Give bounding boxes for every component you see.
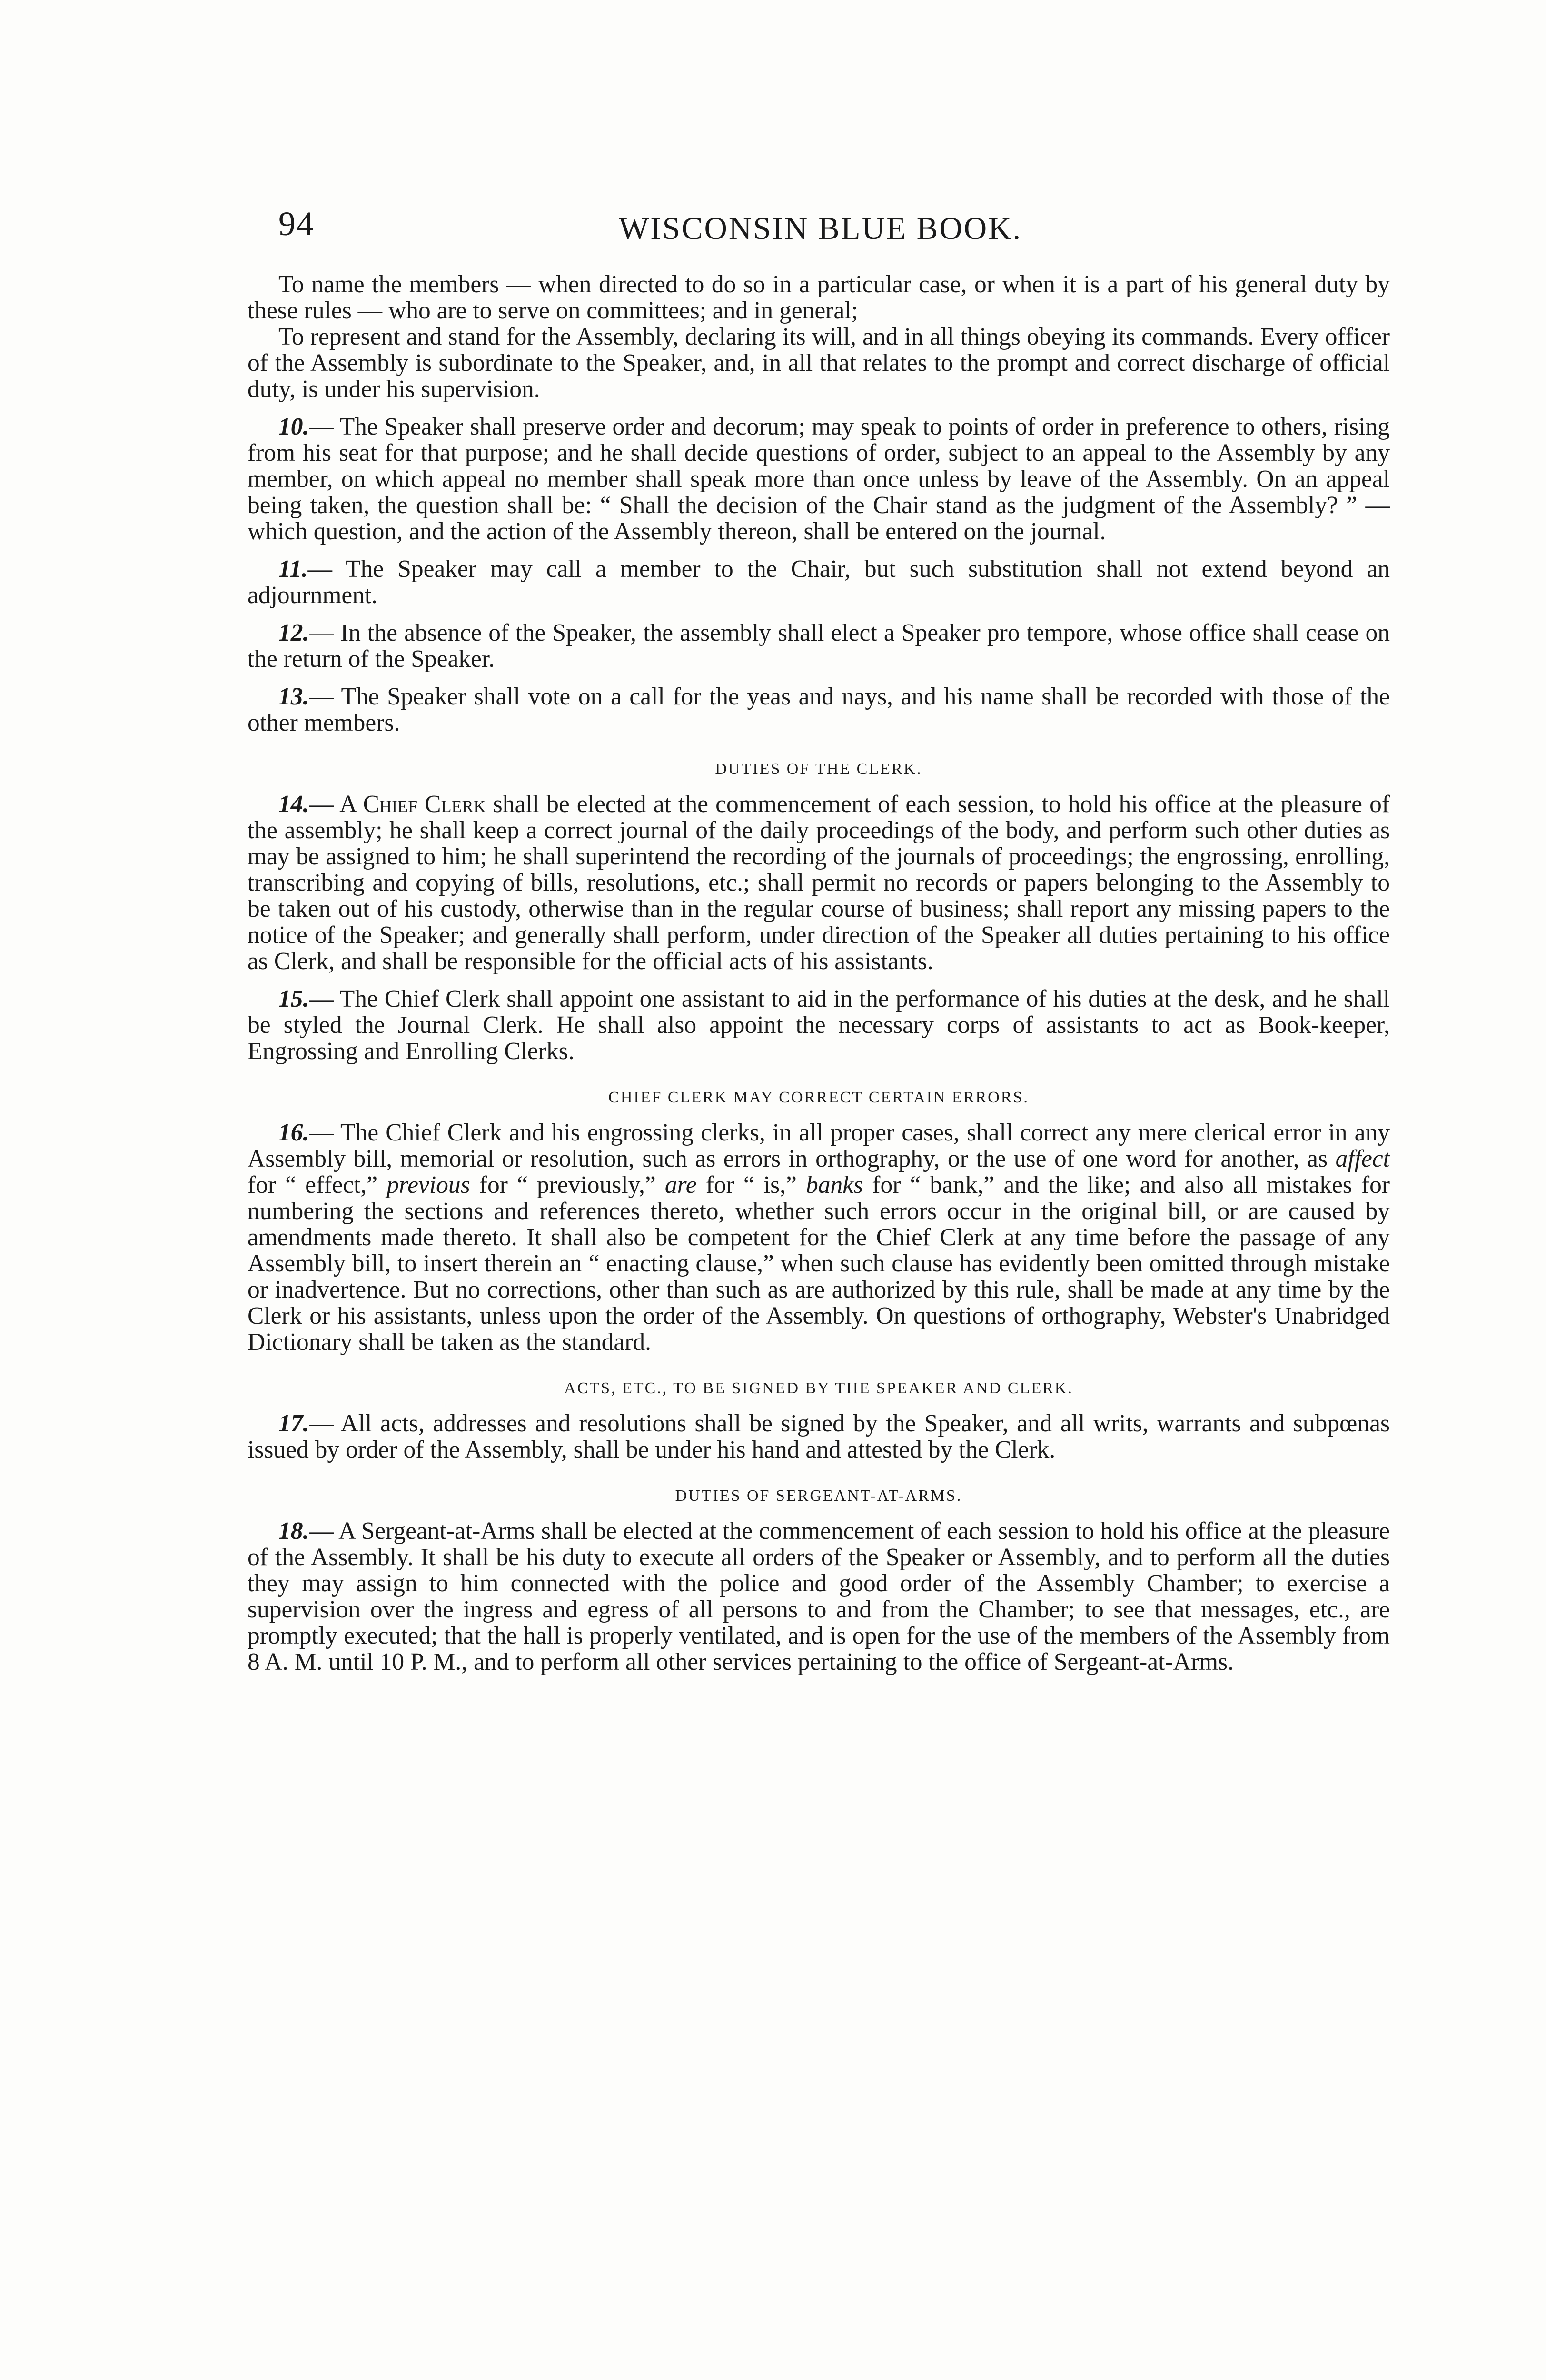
section-heading-clerk: DUTIES OF THE CLERK.: [715, 760, 922, 778]
rule-18-number: 18.: [278, 1517, 309, 1545]
rule-13-paragraph: [248, 684, 1390, 736]
rule-13-text: — The Speaker shall vote on a call for the yeas and nays, and his name shall be recorded with those of the other members.: [248, 683, 1390, 736]
section-heading-acts: ACTS, ETC., TO BE SIGNED BY THE SPEAKER AND CLERK.: [564, 1379, 1073, 1397]
rule-10-paragraph: [248, 414, 1390, 545]
rule-14-lead: — A: [309, 791, 363, 818]
rule-16-part-5: for “ bank,” and the like; and also all mistakes for numbering the sections and references thereto, whether such errors occur in the original bill, or are caused by amendments made thereto. It shall also be competent for the Chief Clerk at any time before the passage of any Assembly bill, to insert therein an “ enacting clause,” when such clause has evidently been omitted through mistake or inadvertence. But no corrections, other than such as are authorized by this rule, shall be made at any time by the Clerk or his assistants, unless upon the order of the Assembly. On questions of orthography, Webster's Unabridged Dictionary shall be taken as the standard.: [248, 1171, 1390, 1356]
rule-14-number: 14.: [278, 791, 309, 818]
rule-15-paragraph: [248, 986, 1390, 1064]
rule-17-number: 17.: [278, 1410, 309, 1437]
rule-16-part-4: for “ is,”: [696, 1171, 806, 1199]
rule-13-number: 13.: [278, 683, 309, 710]
rule-16-banks: banks: [806, 1171, 863, 1199]
section-heading-errors: CHIEF CLERK MAY CORRECT CERTAIN ERRORS.: [608, 1089, 1029, 1106]
rule-16-part-3: for “ previously,”: [470, 1171, 665, 1199]
rule-11-paragraph: [248, 556, 1390, 608]
rule-11-text: — The Speaker may call a member to the Chair, but such substitution shall not extend beyond an adjournment.: [248, 555, 1390, 609]
rule-12-text: — In the absence of the Speaker, the assembly shall elect a Speaker pro tempore, whose office shall cease on the return of the Speaker.: [248, 619, 1390, 673]
intro-paragraph-1: To name the members — when directed to do so in a particular case, or when it is a part of his general duty by these rules — who are to serve on committees; and in general;: [248, 271, 1390, 324]
rule-10-text: — The Speaker shall preserve order and decorum; may speak to points of order in preference to others, rising from his seat for that purpose; and he shall decide questions of order, subject to an appeal to the Assembly by any member, on which appeal no member shall speak more than once unless by leave of the Assembly. On an appeal being taken, the question shall be: “ Shall the decision of the Chair stand as the judgment of the Assembly? ” — which question, and the action of the Assembly thereon, shall be entered on the journal.: [248, 413, 1390, 545]
rule-16-number: 16.: [278, 1119, 309, 1146]
page-header: [278, 200, 1064, 252]
rule-11-number: 11.: [278, 555, 308, 583]
rule-16-part-1: — The Chief Clerk and his engrossing clerks, in all proper cases, shall correct any mere clerical error in any Assembly bill, memorial or resolution, such as errors in orthography, or the use of one word for another, as: [248, 1119, 1390, 1172]
rule-12-paragraph: [248, 620, 1390, 672]
intro-paragraph-2: To represent and stand for the Assembly, declaring its will, and in all things obeying its commands. Every officer of the Assembly is subordinate to the Speaker, and, in all that relates to the prompt and correct discharge of official duty, is under his supervision.: [248, 323, 1390, 403]
rule-16-previous: previous: [386, 1171, 470, 1199]
rule-16-are: are: [664, 1171, 697, 1199]
rule-14-text: shall be elected at the commencement of each session, to hold his office at the pleasure of the assembly; he shall keep a correct journal of the daily proceedings of the body, and perform such other duties as may be assigned to him; he shall superintend the recording of the journals of proceedings; the engrossing, enrolling, transcribing and copying of bills, resolutions, etc.; shall permit no records or papers belonging to the Assembly to be taken out of his custody, otherwise than in the regular course of business; shall report any missing papers to the notice of the Speaker; and generally shall perform, under direction of the Speaker all duties pertaining to his office as Clerk, and shall be responsible for the official acts of his assistants.: [248, 791, 1390, 975]
rule-12-number: 12.: [278, 619, 309, 646]
rule-15-text: — The Chief Clerk shall appoint one assistant to aid in the performance of his duties at the desk, and he shall be styled the Journal Clerk. He shall also appoint the necessary corps of assistants to act as Book-keeper, Engrossing and Enrolling Clerks.: [248, 985, 1390, 1065]
rule-10-number: 10.: [278, 413, 309, 440]
running-title: WISCONSIN BLUE BOOK.: [619, 211, 1022, 246]
rule-17-text: — All acts, addresses and resolutions shall be signed by the Speaker, and all writs, warrants and subpœnas issued by order of the Assembly, shall be under his hand and attested by the Clerk.: [248, 1410, 1390, 1463]
rule-14-paragraph: [248, 791, 1390, 974]
rule-16-affect: affect: [1335, 1145, 1390, 1172]
rule-18-text: — A Sergeant-at-Arms shall be elected at the commencement of each session to hold his office at the pleasure of the Assembly. It shall be his duty to execute all orders of the Speaker or Assembly, and to perform all the duties they may assign to him connected with the police and good order of the Assembly Chamber; to exercise a supervision over the ingress and egress of all persons to and from the Chamber; to see that messages, etc., are promptly executed; that the hall is properly ventilated, and is open for the use of the members of the Assembly from 8 A. M. until 10 P. M., and to perform all other services pertaining to the office of Sergeant-at-Arms.: [248, 1517, 1390, 1676]
rule-18-paragraph: [248, 1518, 1390, 1675]
rule-15-number: 15.: [278, 985, 309, 1012]
rule-17-paragraph: [248, 1410, 1390, 1463]
page-body: [248, 271, 1390, 1675]
rule-16-paragraph: [248, 1120, 1390, 1355]
rule-16-part-2: for “ effect,”: [248, 1171, 387, 1199]
rule-14-chief-clerk: Chief Clerk: [363, 791, 486, 818]
page-number: 94: [278, 205, 315, 243]
section-heading-sergeant: DUTIES OF SERGEANT-AT-ARMS.: [675, 1487, 962, 1505]
